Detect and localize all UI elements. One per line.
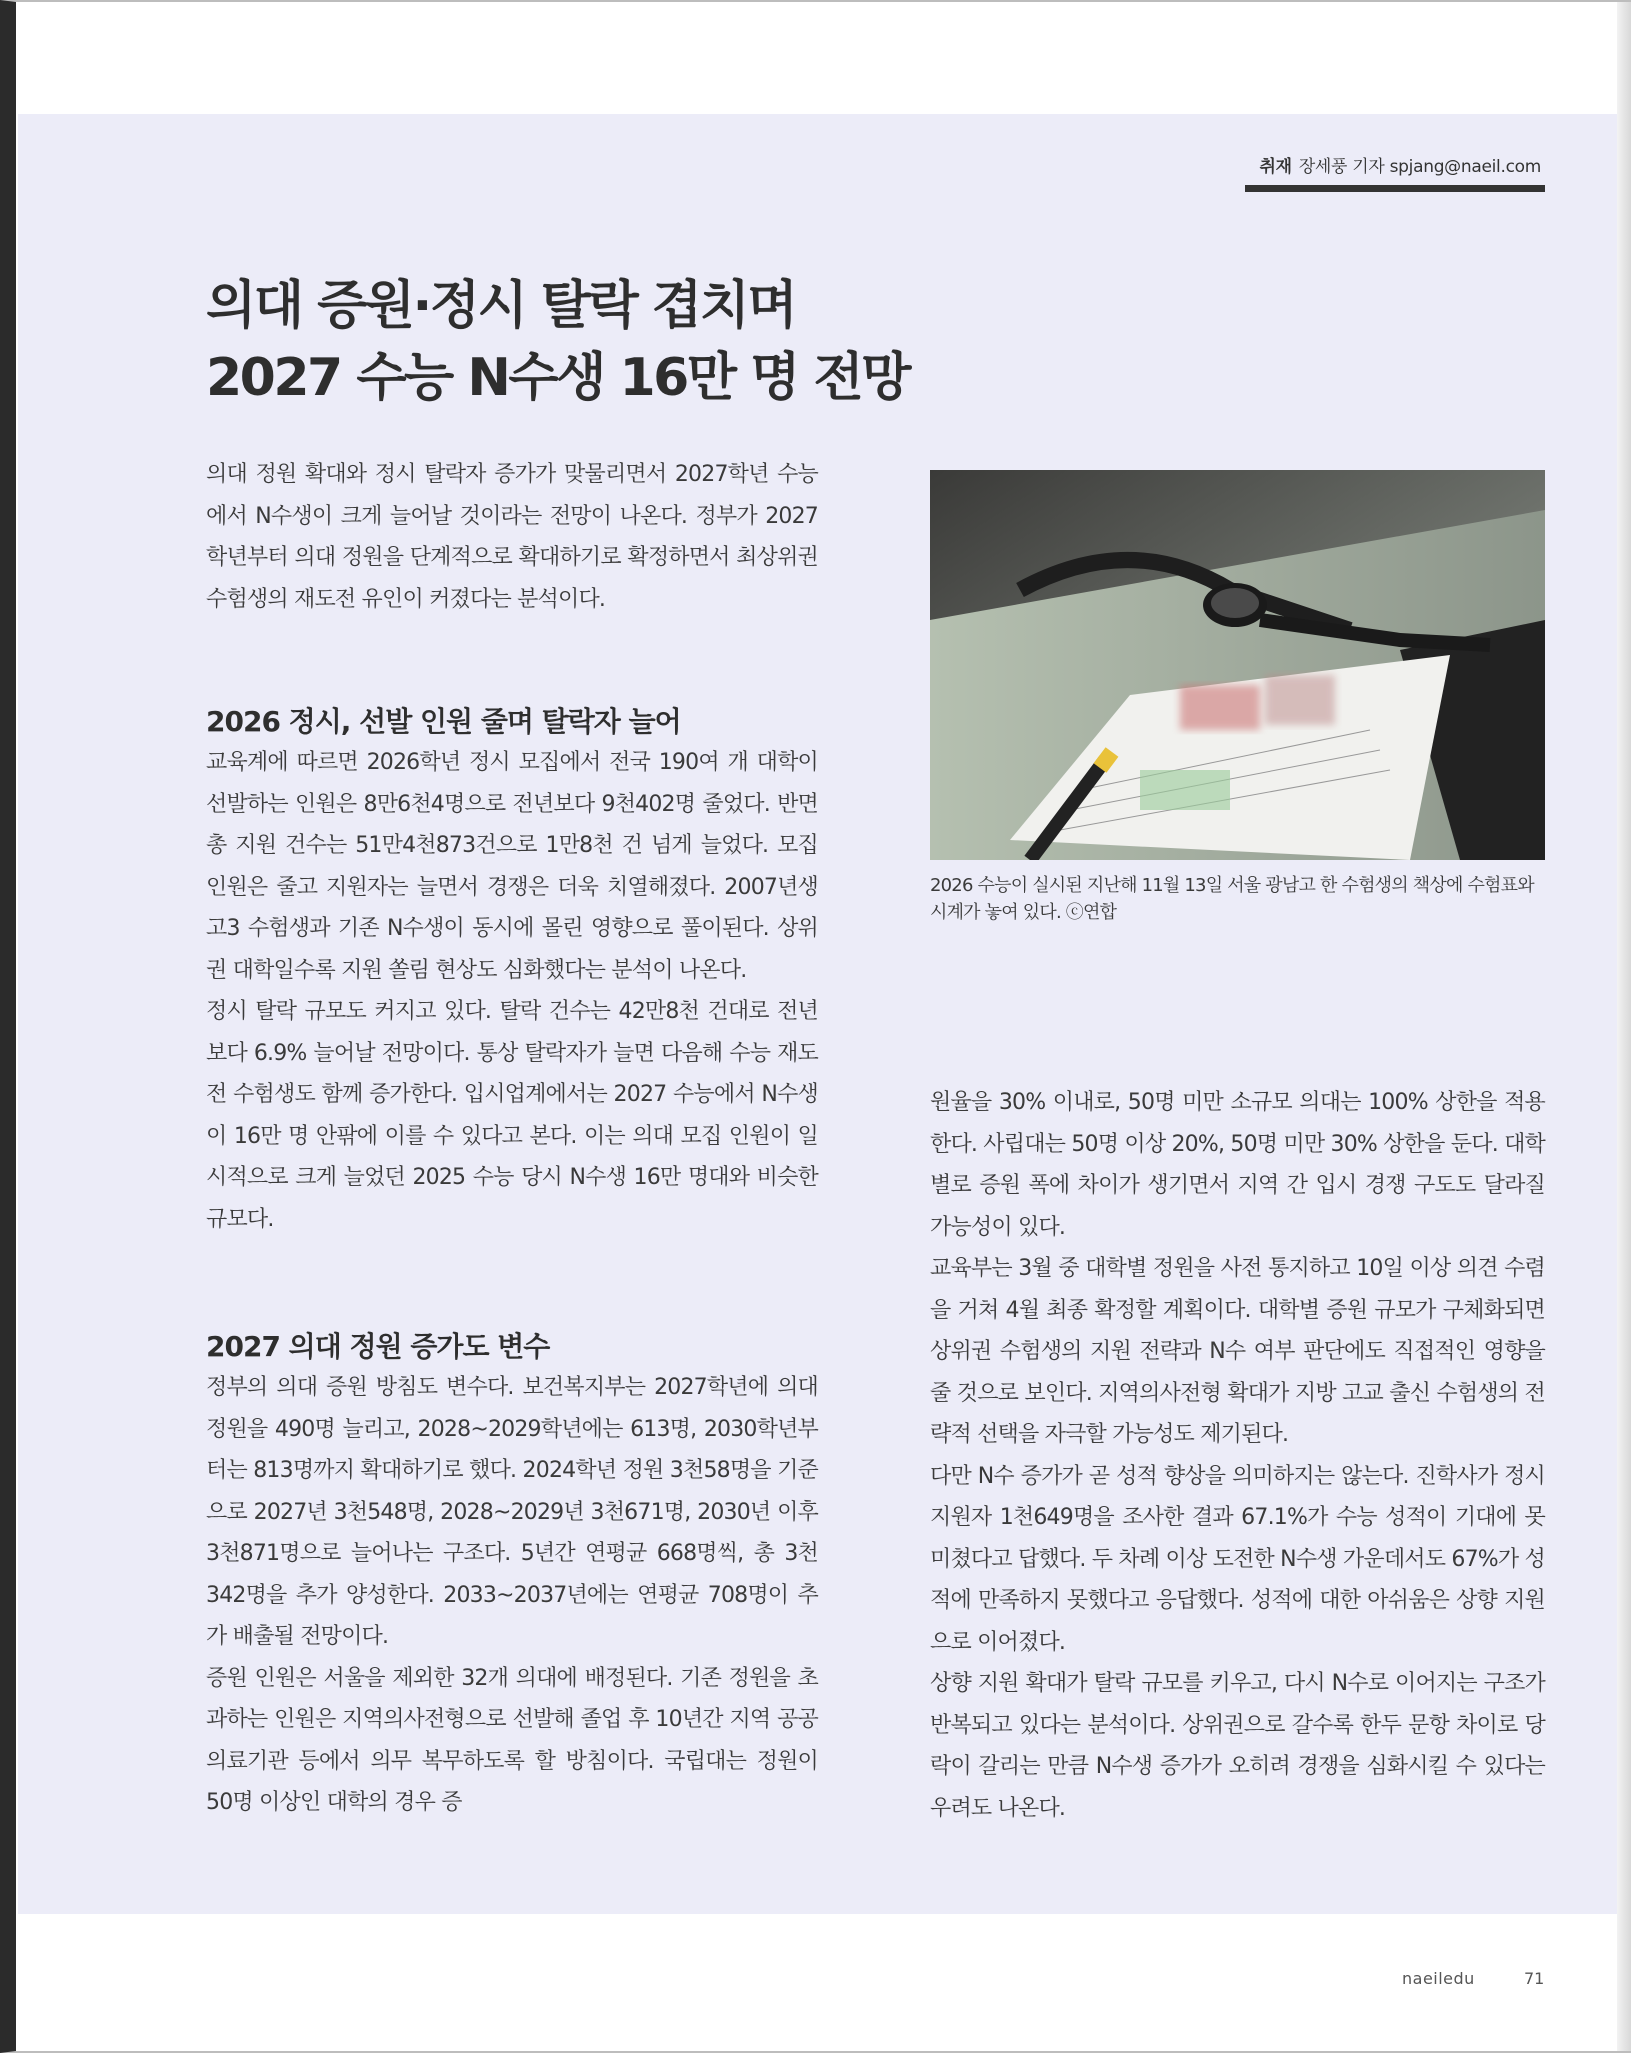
byline-text: 장세풍 기자 spjang@naeil.com xyxy=(1298,157,1541,177)
section-1-title: 2026 정시, 선발 인원 줄며 탈락자 늘어 xyxy=(206,705,681,738)
headline-line-2: 2027 수능 N수생 16만 명 전망 xyxy=(206,348,909,408)
byline-label: 취재 xyxy=(1259,157,1292,177)
section-2-title: 2027 의대 정원 증가도 변수 xyxy=(206,1330,550,1363)
section-2-paragraph-2-start: 증원 인원은 서울을 제외한 32개 의대에 배정된다. 기존 정원을 초과하는 인원은 지역의사전형으로 선발해 졸업 후 10년간 지역 공공의료기관 등에서 의무 복무하도록 할 방침이다. 국립대는 정원이 50명 이상인 대학의 경우 증 xyxy=(206,1665,818,1815)
section-1-paragraph-1: 교육계에 따르면 2026학년 정시 모집에서 전국 190여 개 대학이 선발하는 인원은 8만6천4명으로 전년보다 9천402명 줄었다. 반면 총 지원 건수는 51만4천873건으로 1만8천 건 넘게 늘었다. 모집 인원은 줄고 지원자는 늘면서 경쟁은 더욱 치열해졌다. 2007년생 고3 수험생과 기존 N수생이 동시에 몰린 영향으로 풀이된다. 상위권 대학일수록 지원 쏠림 현상도 심화했다는 분석이 나온다. xyxy=(206,750,818,983)
section-2-paragraph-3: 교육부는 3월 중 대학별 정원을 사전 통지하고 10일 이상 의견 수렴을 거쳐 4월 최종 확정할 계획이다. 대학별 증원 규모가 구체화되면 상위권 수험생의 지원 전략과 N수 여부 판단에도 직접적인 영향을 줄 것으로 보인다. 지역의사전형 확대가 지방 고교 출신 수험생의 전략적 선택을 자극할 가능성도 제기된다. xyxy=(930,1256,1545,1447)
lead-paragraph: 의대 정원 확대와 정시 탈락자 증가가 맞물리면서 2027학년 수능에서 N수생이 크게 늘어날 것이라는 전망이 나온다. 정부가 2027학년부터 의대 정원을 단계적으로 확대하기로 확정하면서 최상위권 수험생의 재도전 유인이 커졌다는 분석이다. xyxy=(206,462,818,612)
article-photo xyxy=(930,470,1545,860)
section-1 xyxy=(206,702,818,1240)
section-2-right xyxy=(930,1082,1545,1829)
exam-desk-photo xyxy=(930,470,1545,860)
section-2-paragraph-2-end: 원율을 30% 이내로, 50명 미만 소규모 의대는 100% 상한을 적용한다. 사립대는 50명 이상 20%, 50명 미만 30% 상한을 둔다. 대학별로 증원 폭에 차이가 생기면서 지역 간 입시 경쟁 구도도 달라질 가능성이 있다. xyxy=(930,1090,1545,1240)
byline xyxy=(1259,152,1541,177)
section-2-paragraph-5: 상향 지원 확대가 탈락 규모를 키우고, 다시 N수로 이어지는 구조가 반복되고 있다는 분석이다. 상위권으로 갈수록 한두 문항 차이로 당락이 갈리는 만큼 N수생 증가가 오히려 경쟁을 심화시킬 수 있다는 우려도 나온다. xyxy=(930,1671,1545,1821)
headline-line-1: 의대 증원·정시 탈락 겹치며 xyxy=(206,276,796,336)
section-2-paragraph-4: 다만 N수 증가가 곧 성적 향상을 의미하지는 않는다. 진학사가 정시 지원자 1천649명을 조사한 결과 67.1%가 수능 성적이 기대에 못 미쳤다고 답했다. 두 차례 이상 도전한 N수생 가운데서도 67%가 성적에 만족하지 못했다고 응답했다. 성적에 대한 아쉬움은 상향 지원으로 이어졌다. xyxy=(930,1463,1545,1655)
section-2-left xyxy=(206,1327,818,1824)
footer-brand: naeiledu xyxy=(1402,1969,1475,1988)
headline xyxy=(206,270,909,414)
page-number: 71 xyxy=(1524,1969,1545,1988)
section-2-paragraph-1: 정부의 의대 증원 방침도 변수다. 보건복지부는 2027학년에 의대 정원을 490명 늘리고, 2028~2029학년에는 613명, 2030학년부터는 813명까지 확대하기로 했다. 2024학년 정원 3천58명을 기준으로 2027년 3천548명, 2028~2029년 3천671명, 2030년 이후 3천871명으로 늘어나는 구조다. 5년간 연평균 668명씩, 총 3천342명을 추가 양성한다. 2033~2037년에는 연평균 708명이 추가 배출될 전망이다. xyxy=(206,1375,818,1649)
section-1-paragraph-2: 정시 탈락 규모도 커지고 있다. 탈락 건수는 42만8천 건대로 전년보다 6.9% 늘어날 전망이다. 통상 탈락자가 늘면 다음해 수능 재도전 수험생도 함께 증가한다. 입시업계에서는 2027 수능에서 N수생이 16만 명 안팎에 이를 수 있다고 본다. 이는 의대 모집 인원이 일시적으로 크게 늘었던 2025 수능 당시 N수생 16만 명대와 비슷한 규모다. xyxy=(206,999,818,1232)
photo-caption: 2026 수능이 실시된 지난해 11월 13일 서울 광남고 한 수험생의 책상에 수험표와 시계가 놓여 있다. ⓒ연합 xyxy=(930,875,1534,923)
lead-block xyxy=(206,454,818,620)
byline-rule xyxy=(1245,185,1545,192)
